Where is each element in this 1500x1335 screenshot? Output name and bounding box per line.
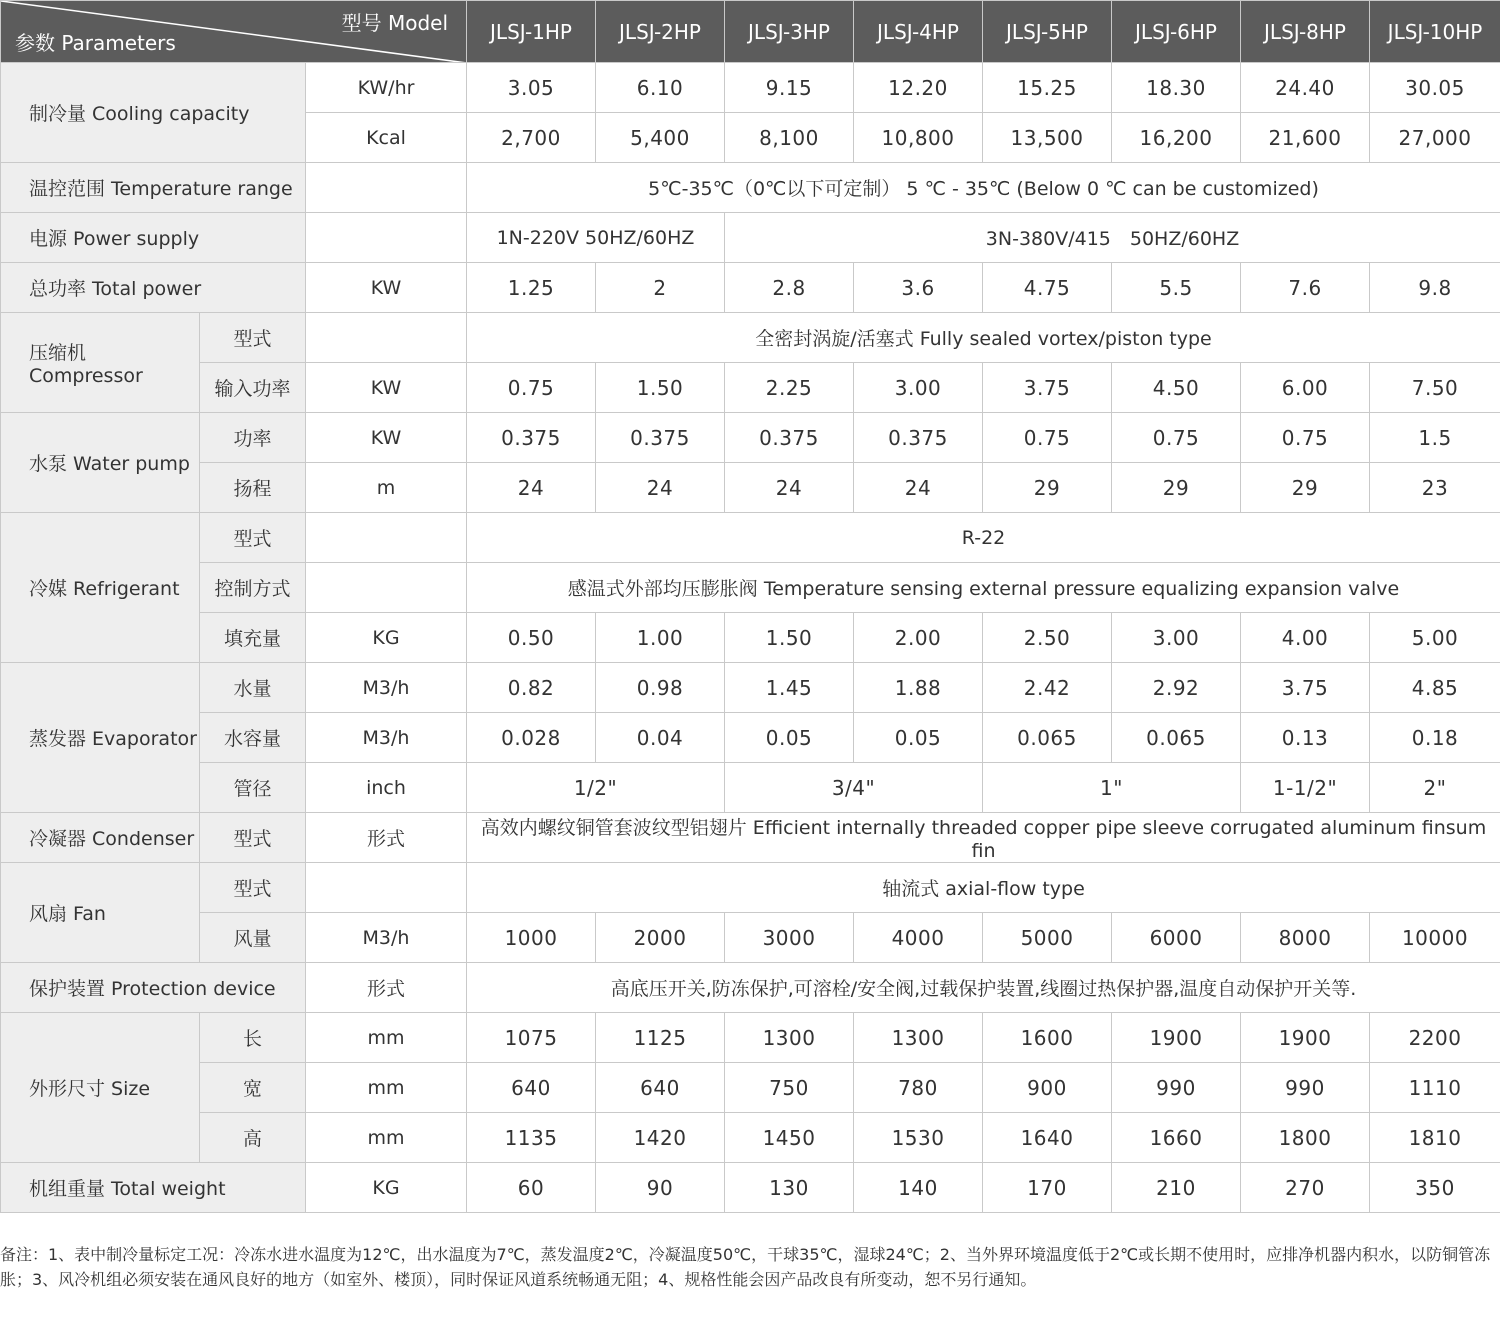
sub-label: 控制方式 [200,563,306,613]
value-cell: 5.00 [1370,613,1500,663]
pump-head-row [1,463,1500,513]
unit-cell: 形式 [306,963,467,1013]
value-cell: 1/2" [467,763,725,813]
value-cell: 350 [1370,1163,1500,1213]
parameters-header-label: 参数 Parameters [15,31,176,55]
unit-cell: mm [306,1013,467,1063]
unit-cell [306,863,467,913]
value-cell: 6.00 [1241,363,1370,413]
value-cell: 2,700 [467,113,596,163]
protection-row [1,963,1500,1013]
value-cell: 1.50 [596,363,725,413]
model-header: JLSJ-2HP [596,1,725,63]
sub-label: 填充量 [200,613,306,663]
unit-cell: mm [306,1063,467,1113]
value-cell: 8,100 [725,113,854,163]
value-cell: 140 [854,1163,983,1213]
model-header: JLSJ-4HP [854,1,983,63]
unit-cell [306,163,467,213]
value-cell: 1.00 [596,613,725,663]
unit-cell: M3/h [306,713,467,763]
pump-power-row [1,413,1500,463]
value-cell: 29 [983,463,1112,513]
sub-label: 水容量 [200,713,306,763]
value-cell: 0.50 [467,613,596,663]
compressor-type-value: 全密封涡旋/活塞式 Fully sealed vortex/piston type [467,313,1500,363]
value-cell: 24 [467,463,596,513]
value-cell: 170 [983,1163,1112,1213]
value-cell: 2.00 [854,613,983,663]
value-cell: 1.88 [854,663,983,713]
value-cell: 900 [983,1063,1112,1113]
unit-cell: m [306,463,467,513]
value-cell: 5.5 [1112,263,1241,313]
value-cell: 2" [1370,763,1500,813]
value-cell: 7.50 [1370,363,1500,413]
sub-label: 水量 [200,663,306,713]
value-cell: 1900 [1112,1013,1241,1063]
refrigerant-type-row [1,513,1500,563]
condenser-label: 冷凝器 Condenser [1,813,200,863]
value-cell: 3.6 [854,263,983,313]
value-cell: 2 [596,263,725,313]
value-cell: 4.85 [1370,663,1500,713]
value-cell: 0.18 [1370,713,1500,763]
cooling-capacity-label: 制冷量 Cooling capacity [1,63,306,163]
value-cell: 4000 [854,913,983,963]
value-cell: 0.75 [1241,413,1370,463]
refrigerant-control-value: 感温式外部均压膨胀阀 Temperature sensing external pressure equalizing expansion valve [467,563,1500,613]
value-cell: 640 [596,1063,725,1113]
temperature-range-value: 5℃-35℃（0℃以下可定制） 5 ℃ - 35℃ (Below 0 ℃ can be customized) [467,163,1500,213]
value-cell: 990 [1241,1063,1370,1113]
value-cell: 0.75 [983,413,1112,463]
value-cell: 1110 [1370,1063,1500,1113]
value-cell: 1.25 [467,263,596,313]
value-cell: 1125 [596,1013,725,1063]
value-cell: 0.82 [467,663,596,713]
evaporator-label: 蒸发器 Evaporator [1,663,200,813]
model-header: JLSJ-5HP [983,1,1112,63]
value-cell: 1300 [854,1013,983,1063]
value-cell: 0.05 [854,713,983,763]
value-cell: 30.05 [1370,63,1500,113]
total-weight-row [1,1163,1500,1213]
protection-value: 高底压开关,防冻保护,可溶栓/安全阀,过载保护装置,线圈过热保护器,温度自动保护开关等. [467,963,1500,1013]
value-cell: 3.05 [467,63,596,113]
value-cell: 0.065 [983,713,1112,763]
value-cell: 1660 [1112,1113,1241,1163]
unit-cell: inch [306,763,467,813]
value-cell: 0.98 [596,663,725,713]
value-cell: 1000 [467,913,596,963]
refrigerant-fill-row [1,613,1500,663]
sub-label: 管径 [200,763,306,813]
value-cell: 780 [854,1063,983,1113]
value-cell: 16,200 [1112,113,1241,163]
value-cell: 24 [725,463,854,513]
value-cell: 4.00 [1241,613,1370,663]
water-pump-label: 水泵 Water pump [1,413,200,513]
sub-label: 扬程 [200,463,306,513]
value-cell: 0.028 [467,713,596,763]
value-cell: 2.50 [983,613,1112,663]
value-cell: 24 [854,463,983,513]
value-cell: 0.375 [854,413,983,463]
unit-cell: KW [306,263,467,313]
power-supply-label: 电源 Power supply [1,213,306,263]
sub-label: 宽 [200,1063,306,1113]
compressor-input-row [1,363,1500,413]
sub-label: 风量 [200,913,306,963]
unit-cell: KG [306,1163,467,1213]
unit-cell: mm [306,1113,467,1163]
value-cell: 3/4" [725,763,983,813]
value-cell: 1640 [983,1113,1112,1163]
value-cell: 3.00 [854,363,983,413]
value-cell: 0.75 [1112,413,1241,463]
footnote: 备注：1、表中制冷量标定工况：冷冻水进水温度为12℃，出水温度为7℃，蒸发温度2℃，冷凝温度50℃，干球35℃，湿球24℃；2、当外界环境温度低于2℃或长期不使用时，应排净机器内积水，以防铜管冻胀；3、风冷机组必须安装在通风良好的地方（如室外、楼顶），同时保证风道系统畅通无阻；4、规格性能会因产品改良有所变动，恕不另行通知。 [0,1245,1491,1289]
value-cell: 1075 [467,1013,596,1063]
evaporator-capacity-row [1,713,1500,763]
value-cell: 5,400 [596,113,725,163]
model-header: JLSJ-8HP [1241,1,1370,63]
value-cell: 90 [596,1163,725,1213]
model-header: JLSJ-1HP [467,1,596,63]
value-cell: 0.375 [725,413,854,463]
value-cell: 9.15 [725,63,854,113]
value-cell: 1420 [596,1113,725,1163]
unit-cell: KW [306,363,467,413]
value-cell: 1.45 [725,663,854,713]
value-cell: 1135 [467,1113,596,1163]
sub-label: 功率 [200,413,306,463]
value-cell: 0.065 [1112,713,1241,763]
power-supply-single-phase: 1N-220V 50HZ/60HZ [467,213,725,263]
header-row [1,1,1500,63]
value-cell: 4.50 [1112,363,1241,413]
value-cell: 1" [983,763,1241,813]
power-supply-row [1,213,1500,263]
value-cell: 3.00 [1112,613,1241,663]
fan-air-row [1,913,1500,963]
unit-cell: KW [306,413,467,463]
value-cell: 1.50 [725,613,854,663]
value-cell: 1800 [1241,1113,1370,1163]
temperature-range-label: 温控范围 Temperature range [1,163,306,213]
refrigerant-type-value: R-22 [467,513,1500,563]
value-cell: 27,000 [1370,113,1500,163]
sub-label: 型式 [200,313,306,363]
value-cell: 60 [467,1163,596,1213]
size-label: 外形尺寸 Size [1,1013,200,1163]
evaporator-flow-row [1,663,1500,713]
value-cell: 21,600 [1241,113,1370,163]
header-corner-cell [1,1,467,63]
value-cell: 3.75 [1241,663,1370,713]
value-cell: 1600 [983,1013,1112,1063]
value-cell: 6.10 [596,63,725,113]
value-cell: 210 [1112,1163,1241,1213]
model-header: JLSJ-6HP [1112,1,1241,63]
value-cell: 1300 [725,1013,854,1063]
value-cell: 990 [1112,1063,1241,1113]
sub-label: 型式 [200,513,306,563]
unit-cell [306,313,467,363]
unit-cell: Kcal [306,113,467,163]
value-cell: 23 [1370,463,1500,513]
unit-cell: KG [306,613,467,663]
value-cell: 24.40 [1241,63,1370,113]
value-cell: 10,800 [854,113,983,163]
value-cell: 0.375 [467,413,596,463]
unit-cell: KW/hr [306,63,467,113]
sub-label: 型式 [200,813,306,863]
evaporator-pipe-row [1,763,1500,813]
power-supply-three-phase: 3N-380V/415 50HZ/60HZ [725,213,1500,263]
value-cell: 12.20 [854,63,983,113]
value-cell: 3000 [725,913,854,963]
value-cell: 2.8 [725,263,854,313]
value-cell: 270 [1241,1163,1370,1213]
size-height-row [1,1113,1500,1163]
value-cell: 6000 [1112,913,1241,963]
value-cell: 640 [467,1063,596,1113]
refrigerant-control-row [1,563,1500,613]
value-cell: 10000 [1370,913,1500,963]
value-cell: 1810 [1370,1113,1500,1163]
value-cell: 5000 [983,913,1112,963]
value-cell: 2.25 [725,363,854,413]
value-cell: 2.42 [983,663,1112,713]
compressor-label: 压缩机 Compressor [1,313,200,413]
value-cell: 0.375 [596,413,725,463]
model-header: JLSJ-3HP [725,1,854,63]
value-cell: 8000 [1241,913,1370,963]
sub-label: 型式 [200,863,306,913]
value-cell: 3.75 [983,363,1112,413]
model-header-label: 型号 Model [341,11,449,35]
sub-label: 长 [200,1013,306,1063]
value-cell: 1530 [854,1113,983,1163]
cooling-kw-row [1,63,1500,113]
temperature-range-row [1,163,1500,213]
value-cell: 1900 [1241,1013,1370,1063]
unit-cell: M3/h [306,913,467,963]
value-cell: 29 [1241,463,1370,513]
sub-label: 高 [200,1113,306,1163]
total-power-row [1,263,1500,313]
unit-cell: 形式 [306,813,467,863]
value-cell: 4.75 [983,263,1112,313]
total-weight-label: 机组重量 Total weight [1,1163,306,1213]
value-cell: 0.75 [467,363,596,413]
value-cell: 0.05 [725,713,854,763]
value-cell: 0.13 [1241,713,1370,763]
condenser-value: 高效内螺纹铜管套波纹型铝翅片 Efficient internally threaded copper pipe sleeve corrugated aluminum finsum fin [467,813,1500,863]
value-cell: 9.8 [1370,263,1500,313]
value-cell: 13,500 [983,113,1112,163]
size-length-row [1,1013,1500,1063]
value-cell: 1.5 [1370,413,1500,463]
sub-label: 输入功率 [200,363,306,413]
value-cell: 1450 [725,1113,854,1163]
value-cell: 2.92 [1112,663,1241,713]
protection-label: 保护装置 Protection device [1,963,306,1013]
value-cell: 15.25 [983,63,1112,113]
unit-cell [306,213,467,263]
unit-cell [306,563,467,613]
unit-cell [306,513,467,563]
size-width-row [1,1063,1500,1113]
value-cell: 29 [1112,463,1241,513]
value-cell: 0.04 [596,713,725,763]
value-cell: 2000 [596,913,725,963]
total-power-label: 总功率 Total power [1,263,306,313]
fan-type-row [1,863,1500,913]
unit-cell: M3/h [306,663,467,713]
value-cell: 2200 [1370,1013,1500,1063]
value-cell: 18.30 [1112,63,1241,113]
fan-type-value: 轴流式 axial-flow type [467,863,1500,913]
model-header: JLSJ-10HP [1370,1,1500,63]
value-cell: 1-1/2" [1241,763,1370,813]
value-cell: 24 [596,463,725,513]
compressor-type-row [1,313,1500,363]
value-cell: 130 [725,1163,854,1213]
condenser-row [1,813,1500,863]
fan-label: 风扇 Fan [1,863,200,963]
value-cell: 750 [725,1063,854,1113]
refrigerant-label: 冷媒 Refrigerant [1,513,200,663]
value-cell: 7.6 [1241,263,1370,313]
